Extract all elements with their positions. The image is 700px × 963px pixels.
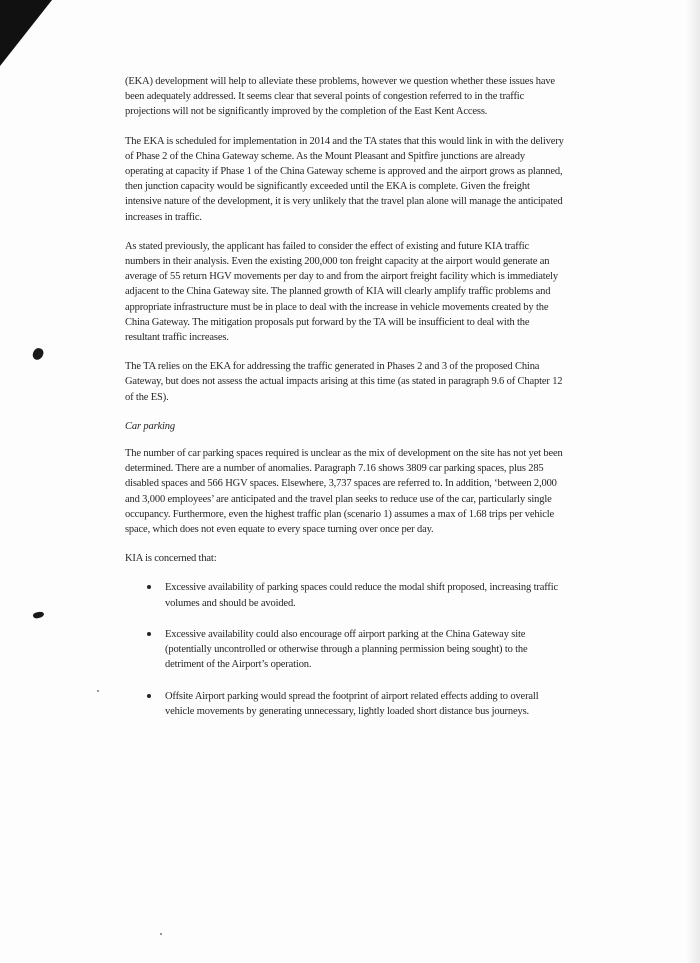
list-item [147, 689, 565, 719]
paragraph-ta-reliance: The TA relies on the EKA for addressing the traffic generated in Phases 2 and 3 of the proposed China Gateway, but does not assess the actual impacts arising at this time (as stated in paragraph 9.6 of Chapter 12 of the ES). [125, 361, 563, 403]
scan-speck [160, 933, 162, 935]
paragraph-kia-traffic: As stated previously, the applicant has failed to consider the effect of existing and future KIA traffic numbers in their analysis. Even the existing 200,000 ton freight capacity at the airport would generate an average of 55 return HGV movements per day to and from the airport freight facility which is immediately adjacent to the China Gateway site. The planned growth of KIA will clearly amplify traffic problems and appropriate infrastructure must be in place to deal with the increase in vehicle movements created by the China Gateway. The mitigation proposals put forward by the TA will be insufficient to deal with the resultant traffic increases. [125, 240, 558, 344]
paragraph-eka-schedule: The EKA is scheduled for implementation in 2014 and the TA states that this would link in with the delivery of Phase 2 of the China Gateway scheme. As the Mount Pleasant and Spitfire junctions are already operating at capacity if Phase 1 of the China Gateway scheme is approved and the airport grows as planned, then junction capacity would be significantly exceeded until the EKA is complete. Given the freight intensive nature of the development, it is very unlikely that the travel plan alone will manage the anticipated increases in traffic. [125, 135, 564, 223]
section-heading-car-parking: Car parking [125, 420, 175, 432]
bullet-icon [147, 632, 151, 636]
list-item [147, 580, 565, 610]
hole-punch-mark [31, 347, 45, 362]
paragraph-concern-intro: KIA is concerned that: [125, 553, 217, 565]
bullet-icon [147, 694, 151, 698]
list-item-text: Excessive availability of parking spaces could reduce the modal shift proposed, increasing traffic volumes and should be avoided. [165, 582, 559, 609]
document-body [125, 74, 565, 735]
corner-fold-mark [0, 0, 52, 66]
scan-edge-shadow [686, 0, 700, 963]
list-item-text: Offsite Airport parking would spread the footprint of airport related effects adding to overall vehicle movements by generating unnecessary, lightly loaded short distance bus journeys. [165, 690, 539, 717]
hole-punch-mark [32, 611, 44, 620]
scan-speck [97, 690, 99, 692]
paragraph-eka-development: (EKA) development will help to alleviate these problems, however we question whether these issues have been adequately addressed. It seems clear that several points of congestion referred to in the traffic projections will not be significantly improved by the completion of the East Kent Access. [125, 76, 555, 118]
list-item [147, 627, 565, 673]
bullet-icon [147, 585, 151, 589]
list-item-text: Excessive availability could also encourage off airport parking at the China Gateway site (potentially uncontrolled or otherwise through a planning permission being sought) to the detriment of the Airport’s operation. [165, 628, 528, 671]
concern-list [125, 580, 565, 718]
paragraph-car-parking: The number of car parking spaces required is unclear as the mix of development on the site has not yet been determined. There are a number of anomalies. Paragraph 7.16 shows 3809 car parking spaces, plus 285 disabled spaces and 566 HGV spaces. Elsewhere, 3,737 spaces are referred to. In addition, ‘between 2,000 and 3,000 employees’ are anticipated and the travel plan seeks to reduce use of the car, particularly single occupancy. Furthermore, even the highest traffic plan (scenario 1) assumes a max of 1.68 trips per vehicle space, which does not even equate to every space turning over once per day. [125, 448, 563, 536]
